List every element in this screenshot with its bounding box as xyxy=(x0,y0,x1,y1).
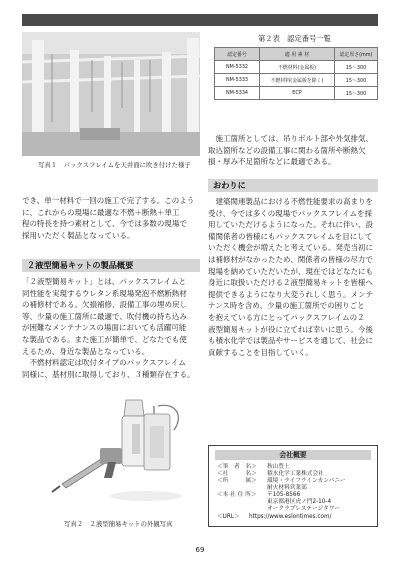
text-line: は補修材がなかったため、関係者の皆様の尽力で xyxy=(208,254,373,264)
table-cell: 15〜300 xyxy=(335,87,378,100)
profile-label: ＜本 社 住 所＞ xyxy=(217,492,257,498)
table-header-row xyxy=(215,48,378,61)
profile-value: 環境・ライフラインカンパニー xyxy=(267,478,346,484)
text-line: 同様に、基材別に取得しており、３種類存在する。 xyxy=(22,369,195,379)
table-row xyxy=(215,87,378,100)
text-line: 取込箇所などの設備工事に関わる箇所や断熱欠 xyxy=(208,145,366,155)
section-heading-conclusion: おわりに xyxy=(208,179,378,192)
profile-value: 積水化学工業株式会社 xyxy=(267,471,324,477)
table-title: 第２表 認定番号一覧 xyxy=(258,34,331,43)
right-paragraph-1 xyxy=(208,133,378,168)
right-paragraph-2 xyxy=(208,196,378,358)
text-line: いただく機会が増えたと考えている。発売当初に xyxy=(208,243,373,253)
text-line: が困難なメンテナンスの場面においても活躍可能 xyxy=(22,323,187,333)
text-line: 備関係者の皆様にもパックスフレイムを目にして xyxy=(208,231,373,241)
text-line: でき、単一材料で一回の施工で完了する。このよう xyxy=(22,196,195,205)
text-line: 施工箇所としては、吊りボルト部や外気排気、 xyxy=(208,134,373,143)
table-cell: 15〜300 xyxy=(335,74,378,87)
text-line: 用していただけるようになった。それに伴い、設 xyxy=(208,220,373,230)
photo1-caption: 写真１ パックスフレイムを天井面に吹き付けた様子 xyxy=(38,161,191,169)
website-link[interactable]: https://www.eslontimes.com/ xyxy=(249,514,332,520)
text-line: 建築関連製品における不燃性能要求の高まりを xyxy=(208,197,373,206)
left-paragraph-1 xyxy=(22,195,200,241)
table-cell: ECP xyxy=(260,87,335,100)
table-row xyxy=(215,74,378,87)
text-line: 貢献することを目指していく。 xyxy=(208,347,313,357)
company-profile-title: 会社概要 xyxy=(215,450,371,460)
table-cell: NM-5333 xyxy=(215,74,260,87)
page-number: 69 xyxy=(195,546,205,554)
table-cell: 不燃材料(金属板) xyxy=(260,61,335,74)
text-line: 同性能を実現するウレタン系現場発泡不燃断熱材 xyxy=(22,288,187,298)
section-heading-kit: ２液型簡易キットの製品概要 xyxy=(22,259,200,272)
text-line: を抱えている方にとってパックスフレイムの２ xyxy=(208,312,365,322)
photo2-caption: 写真２ ２液型簡易キットの外観写真 xyxy=(64,520,173,528)
kit-photo xyxy=(46,396,186,512)
table-cell: 15〜300 xyxy=(335,61,378,74)
ceiling-photo xyxy=(22,32,200,156)
text-line: 受け、今では多くの現場でパックスフレイムを採 xyxy=(208,208,372,218)
table-cell: 不燃材料(金属板を除く) xyxy=(260,74,335,87)
text-line: 不燃材料認定は吹付タイプのパックスフレイム xyxy=(22,358,186,368)
text-line: 提供できるようになり大変うれしく思う。メンテ xyxy=(208,289,373,299)
text-line: ナンス時を含め、少量の施工箇所での困りごと xyxy=(208,301,365,311)
column-header: 認定厚さ(mm) xyxy=(335,48,378,61)
text-line: 液型簡易キットが役に立てれば幸いに思う。今後 xyxy=(208,324,373,334)
text-line: 身近に取扱いただける２液型簡易キットを皆様へ xyxy=(208,278,373,288)
left-paragraph-2 xyxy=(22,276,200,380)
text-line: も積水化学では製品やサービスを通じて、社会に xyxy=(208,336,373,346)
text-line: 「２液型簡易キット」とは、パックスフレイムと xyxy=(22,277,187,286)
text-line: に、これからの現場に最適な不燃＋断熱＋単工 xyxy=(22,207,180,217)
profile-value: 東京都港区虎ノ門2-10-4 xyxy=(267,499,332,505)
text-line: えるため、身近な製品となっている。 xyxy=(22,346,150,356)
profile-value: 〒105-8566 xyxy=(267,492,301,498)
certification-table xyxy=(214,47,378,100)
profile-label: ＜社 名＞ xyxy=(217,471,257,477)
text-line: 等、少量の施工箇所に最適で、吹付機の持ち込み xyxy=(22,311,187,321)
profile-value: オークラプレステージタワー xyxy=(267,506,341,512)
table-cell: NM-5332 xyxy=(215,61,260,74)
text-line: な製品である。また施工が簡単で、どなたでも使 xyxy=(22,334,187,344)
profile-label: ＜筆 者 名＞ xyxy=(217,464,257,470)
profile-label: ＜所 属＞ xyxy=(217,478,257,484)
text-line: 採用いただく製品となっている。 xyxy=(22,230,135,240)
text-line: 現場を納めていただいたが、現在ではどなたにも xyxy=(208,266,373,276)
company-profile-box xyxy=(208,445,378,527)
profile-value: 秋山豊士 xyxy=(267,464,290,470)
column-header: 適 用 素 材 xyxy=(260,48,335,61)
page-header-bar xyxy=(22,14,378,26)
profile-value: 耐火材料営業部 xyxy=(267,485,307,491)
text-line: 程の特長を持つ素材として、今では多数の現場で xyxy=(22,219,187,229)
text-line: 損・厚み不足箇所などに最適である。 xyxy=(208,157,336,167)
text-line: の補修材である。欠損補修、設備工事の埋め戻し xyxy=(22,300,187,310)
column-header: 認定番号 xyxy=(215,48,260,61)
table-cell: NM-5334 xyxy=(215,87,260,100)
profile-label: ＜URL＞ xyxy=(217,514,240,520)
table-row xyxy=(215,61,378,74)
